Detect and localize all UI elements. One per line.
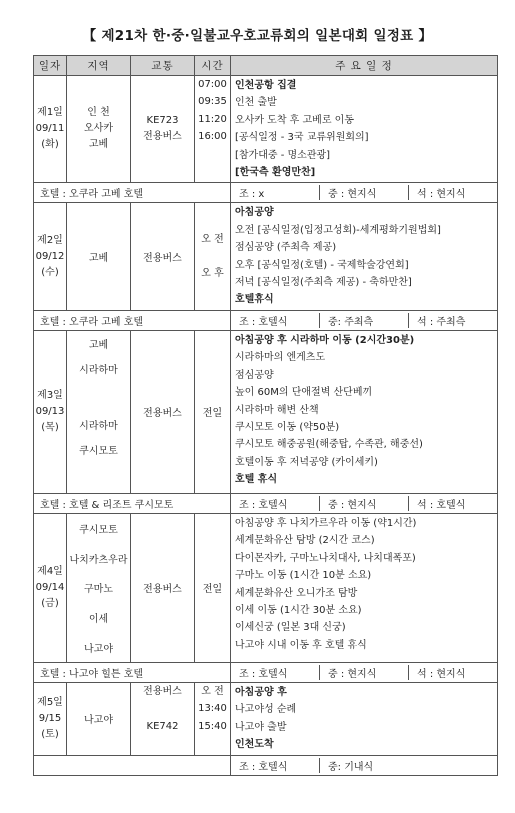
day3-schedule [231,330,498,493]
schedule-item: 세계문화유산 오니가조 탐방 [235,587,358,599]
page-title: 【 제21차 한·중·일불교우호교류회의 일본대회 일정표 】 [82,28,433,44]
day5-schedule [231,682,498,755]
day4-region: 쿠시모토 나치카츠우라 구마노 이세 나고야 [67,513,131,662]
day4-transport: 전용버스 [131,513,195,662]
schedule-item: 구마노 이동 (1시간 10분 소요) [235,570,372,582]
schedule-item: 오사카 도착 후 고베로 이동 [235,114,354,126]
day4-date: 제4일 09/14 (금) [34,513,67,662]
meal-dinner: 석 : 현지식 [408,665,497,680]
schedule-item: 호텔이동 후 저녁공양 (카이세키) [235,456,378,468]
day2-hotel-row [34,310,498,330]
schedule-item: [한국측 환영만찬] [235,167,316,179]
schedule-table [33,55,498,776]
day4-row [34,513,498,662]
day2-transport: 전용버스 [131,203,195,310]
day2-region: 고베 [67,203,131,310]
meal-dinner: 석 : 호텔식 [408,496,497,511]
schedule-item: [공식일정 - 3국 교류위원회의] [235,132,369,144]
schedule-item: 이세 이동 (1시간 30분 소요) [235,604,362,616]
schedule-item: 아침공양 후 [235,686,287,698]
day5-times: 오 전 13:40 15:40 [195,682,231,755]
schedule-item: 아침공양 후 나치가르우라 이동 (약1시간) [235,517,417,529]
schedule-item: [참가대중 - 명소관광] [235,149,331,161]
schedule-item: 오전 [공식일정(입정고성회)-세계평화기원법회] [235,224,441,236]
day4-times: 전일 [195,513,231,662]
day3-hotel-row [34,493,498,513]
schedule-item: 나고야 출발 [235,721,287,733]
header-time: 시간 [195,56,231,76]
schedule-item: 나고야 시내 이동 후 호텔 휴식 [235,639,367,651]
meal-breakfast: 조 : 호텔식 [239,761,288,773]
meal-breakfast: 조 : x [239,189,265,201]
meal-breakfast: 조 : 호텔식 [239,316,288,328]
schedule-item: 점심공양 [235,369,274,381]
day3-date: 제3일 09/13 (목) [34,330,67,493]
schedule-item: 인천공항 집결 [235,80,297,91]
meal-lunch: 중: 기내식 [319,758,408,773]
day3-region: 고베 시라하마 시라하마 쿠시모토 [67,330,131,493]
meal-lunch: 중 : 현지식 [319,185,408,200]
schedule-item: 세계문화유산 탐방 (2시간 코스) [235,535,375,547]
schedule-item: 아침공양 [235,207,274,219]
schedule-item: 오후 [공식일정(호텔) - 국제학술강연회] [235,259,409,271]
day3-times: 전일 [195,330,231,493]
meal-lunch: 중 : 현지식 [319,665,408,680]
schedule-item: 시라하마 해변 산책 [235,404,319,416]
schedule-item: 호텔 휴식 [235,474,278,486]
header-row [34,56,498,76]
schedule-item: 인천 출발 [235,97,277,109]
schedule-item: 높이 60M의 단애절벽 산단베끼 [235,387,373,399]
day2-date: 제2일 09/12 (수) [34,203,67,310]
day1-times: 07:00 09:35 11:20 16:00 [195,76,231,183]
day2-row [34,203,498,310]
day2-meals [231,310,498,330]
day2-times: 오 전 오 후 [195,203,231,310]
day5-hotel-empty [34,755,231,775]
schedule-item: 호텔휴식 [235,294,274,306]
day3-hotel: 호텔 : 호텔 & 리조트 쿠시모토 [34,493,231,513]
schedule-item: 저녁 [공식일정(주최측 제공) - 축하만찬] [235,277,412,289]
meal-breakfast: 조 : 호텔식 [239,668,288,680]
day2-schedule [231,203,498,310]
schedule-item: 점심공양 (주최측 제공) [235,242,337,254]
schedule-item: 이세신궁 (일본 3대 신궁) [235,622,346,634]
day5-transport: 전용버스 KE742 [131,682,195,755]
day5-meals-row [34,755,498,775]
day1-row [34,76,498,183]
day5-row [34,682,498,755]
header-date: 일자 [34,56,67,76]
day1-hotel: 호텔 : 오쿠라 고베 호텔 [34,183,231,203]
header-transport: 교통 [131,56,195,76]
schedule-item: 인천도착 [235,739,274,751]
day4-schedule [231,513,498,662]
day3-row [34,330,498,493]
meal-breakfast: 조 : 호텔식 [239,499,288,511]
meal-lunch: 중: 주최측 [319,313,408,328]
header-schedule: 주 요 일 정 [231,56,498,76]
day5-meals [231,755,498,775]
day1-hotel-row [34,183,498,203]
meal-dinner: 석 : 주최측 [408,313,497,328]
day1-schedule [231,76,498,183]
header-region: 지역 [67,56,131,76]
schedule-item: 다이몬자카, 구마노나치대사, 나치대폭포) [235,552,416,564]
day5-date: 제5일 9/15 (토) [34,682,67,755]
day1-region: 인 천 오사카 고베 [67,76,131,183]
day3-meals [231,493,498,513]
day4-hotel: 호텔 : 나고야 힐튼 호텔 [34,662,231,682]
schedule-item: 아침공양 후 시라하마 이동 (2시간30분) [235,334,415,346]
day4-meals [231,662,498,682]
meal-lunch: 중 : 현지식 [319,496,408,511]
schedule-item: 시라하마의 엔게츠도 [235,352,326,364]
day3-transport: 전용버스 [131,330,195,493]
day5-region: 나고야 [67,682,131,755]
day4-hotel-row [34,662,498,682]
schedule-item: 쿠시모토 이동 (약50분) [235,421,340,433]
schedule-item: 쿠시모토 해중공원(해중탑, 수족관, 해중선) [235,439,423,451]
day1-transport: KE723 전용버스 [131,76,195,183]
day1-date: 제1일 09/11 (화) [34,76,67,183]
meal-dinner: 석 : 현지식 [408,185,497,200]
day1-meals [231,183,498,203]
day2-hotel: 호텔 : 오쿠라 고베 호텔 [34,310,231,330]
schedule-item: 나고야성 순례 [235,704,297,716]
